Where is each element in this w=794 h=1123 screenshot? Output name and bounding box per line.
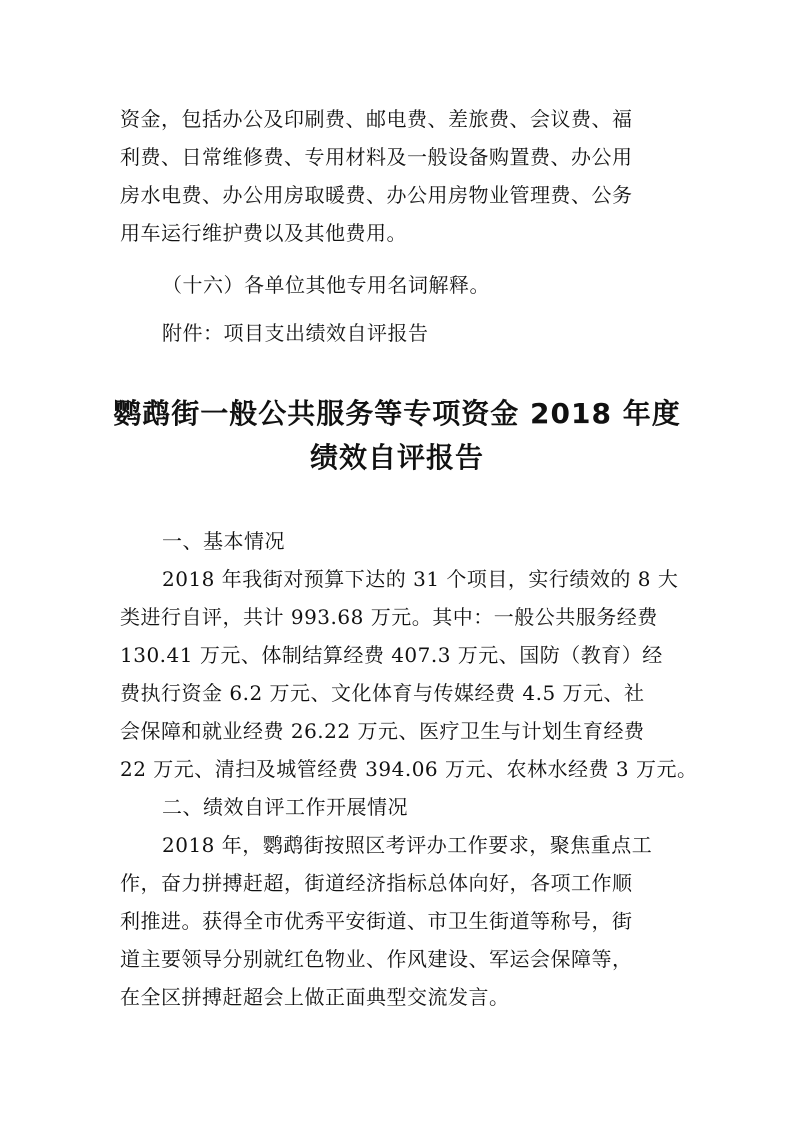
section-2-heading: 二、绩效自评工作开展情况 — [162, 795, 408, 819]
section-2-line: 作，奋力拼搏赶超，街道经济指标总体向好，各项工作顺 — [120, 871, 633, 895]
section-1-line: 费执行资金 6.2 万元、文化体育与传媒经费 4.5 万元、社 — [120, 681, 645, 705]
section-1-line: 会保障和就业经费 26.22 万元、医疗卫生与计划生育经费 — [120, 719, 645, 743]
section-1-line: 22 万元、清扫及城管经费 394.06 万元、农林水经费 3 万元。 — [120, 757, 698, 781]
item-16-text: （十六）各单位其他专用名词解释。 — [162, 273, 490, 297]
section-2 — [120, 788, 660, 1016]
intro-line: 资金，包括办公及印刷费、邮电费、差旅费、会议费、福 — [120, 107, 633, 131]
section-1-line: 130.41 万元、体制结算经费 407.3 万元、国防（教育）经 — [120, 643, 663, 667]
intro-paragraph — [120, 100, 660, 252]
section-1-line: 2018 年我街对预算下达的 31 个项目，实行绩效的 8 大 — [162, 567, 679, 591]
report-title — [80, 392, 714, 480]
report-title-line-1: 鹦鹉街一般公共服务等专项资金 2018 年度 — [113, 397, 681, 430]
section-2-line: 道主要领导分别就红色物业、作风建设、军运会保障等， — [120, 947, 633, 971]
item-16-paragraph — [120, 266, 660, 304]
intro-line: 房水电费、办公用房取暖费、办公用房物业管理费、公务 — [120, 183, 633, 207]
attachment-text: 附件：项目支出绩效自评报告 — [162, 321, 429, 345]
section-1-line: 类进行自评，共计 993.68 万元。其中：一般公共服务经费 — [120, 605, 658, 629]
section-2-line: 在全区拼搏赶超会上做正面典型交流发言。 — [120, 985, 510, 1009]
report-title-line-2: 绩效自评报告 — [309, 441, 484, 474]
section-1-heading: 一、基本情况 — [162, 529, 285, 553]
intro-line: 利费、日常维修费、专用材料及一般设备购置费、办公用 — [120, 145, 633, 169]
section-2-line: 2018 年，鹦鹉街按照区考评办工作要求，聚焦重点工 — [162, 833, 653, 857]
attachment-note — [120, 314, 660, 352]
section-2-line: 利推进。获得全市优秀平安街道、市卫生街道等称号，街 — [120, 909, 633, 933]
intro-line: 用车运行维护费以及其他费用。 — [120, 221, 407, 245]
section-1 — [120, 522, 698, 788]
